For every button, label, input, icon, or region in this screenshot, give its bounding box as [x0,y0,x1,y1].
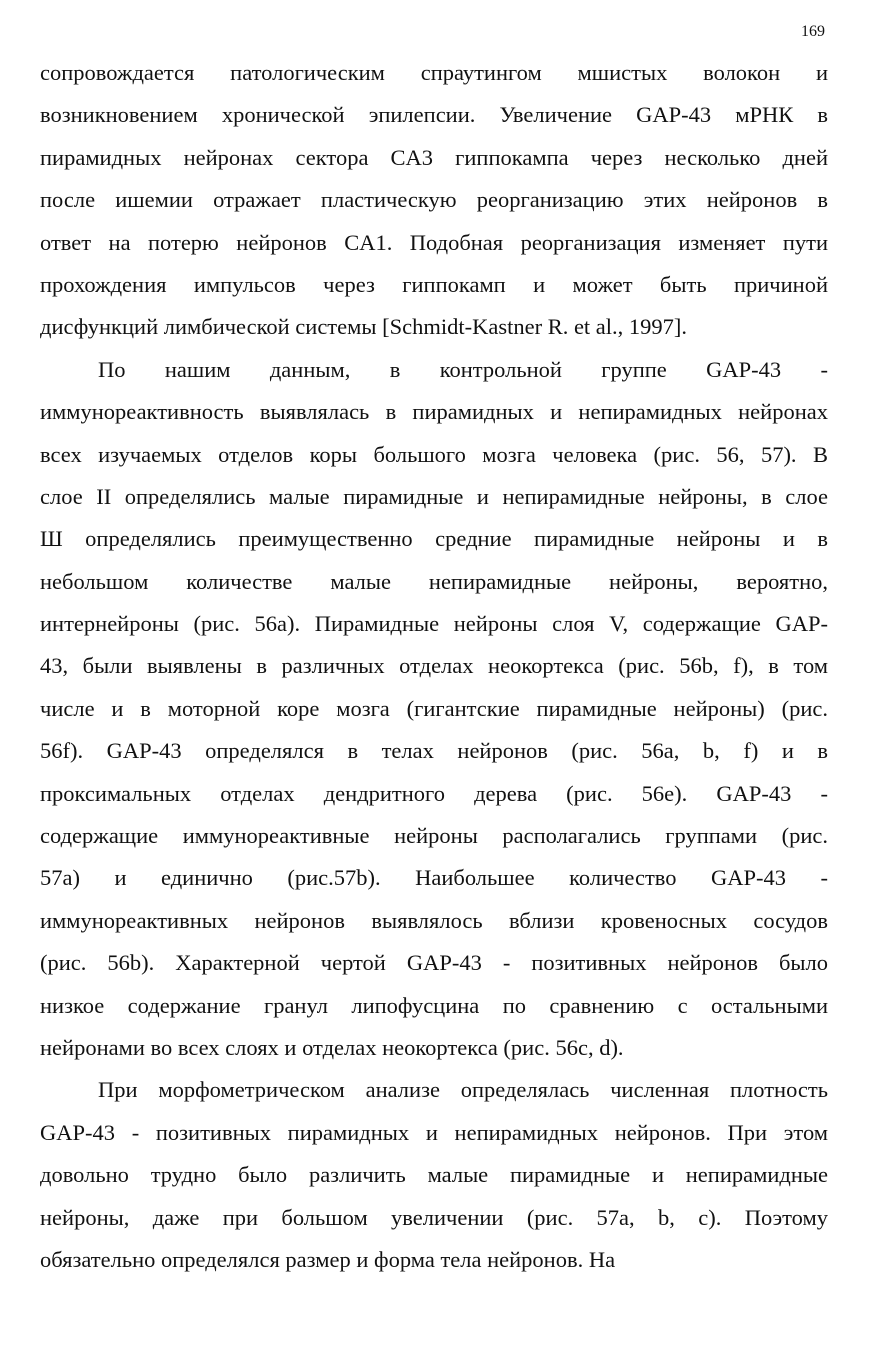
text-line: числе и в моторной коре мозга (гигантские пирамидные нейроны) (рис. [40,695,828,721]
text-line: всех изучаемых отделов коры большого мозга человека (рис. 56, 57). В [40,441,828,467]
text-line: Ш определялись преимущественно средние пирамидные нейроны и в [40,526,828,552]
document-body [40,52,828,1281]
text-line: слое II определялись малые пирамидные и непирамидные нейроны, в слое [40,483,828,509]
text-line: обязательно определялся размер и форма тела нейронов. На [40,1246,616,1272]
text-line: пирамидных нейронах сектора CA3 гиппокампа через несколько дней [40,144,828,170]
text-line: интернейроны (рис. 56а). Пирамидные нейроны слоя V, содержащие GAP- [40,611,828,637]
text-line: дисфункций лимбической системы [Schmidt-Kastner R. et al., 1997]. [40,314,688,340]
text-line: нейроны, даже при большом увеличении (рис. 57а, b, с). Поэтому [40,1204,828,1230]
text-line: GAP-43 - позитивных пирамидных и непирамидных нейронов. При этом [40,1119,828,1145]
text-line: прохождения импульсов через гиппокамп и может быть причиной [40,271,828,297]
text-line: ответ на потерю нейронов CA1. Подобная реорганизация изменяет пути [40,229,828,255]
text-line: после ишемии отражает пластическую реорганизацию этих нейронов в [40,187,828,213]
text-line: (рис. 56b). Характерной чертой GAP-43 - позитивных нейронов было [40,950,828,976]
text-line: проксимальных отделах дендритного дерева (рис. 56е). GAP-43 - [40,780,828,806]
text-line: При морфометрическом анализе определялась численная плотность [98,1077,828,1103]
text-line: сопровождается патологическим спраутингом мшистых волокон и [40,60,828,85]
text-line: довольно трудно было различить малые пирамидные и непирамидные [40,1162,828,1188]
text-line: возникновением хронической эпилепсии. Увеличение GAP-43 мРНК в [40,102,828,128]
text-line: содержащие иммунореактивные нейроны располагались группами (рис. [40,823,828,849]
page-number: 169 [801,23,825,40]
paragraph [40,1069,828,1281]
paragraph [40,52,828,349]
text-line: 43, были выявлены в различных отделах неокортекса (рис. 56b, f), в том [40,653,828,679]
text-line: 56f). GAP-43 определялся в телах нейронов (рис. 56а, b, f) и в [40,738,828,764]
text-line: 57а) и единично (рис.57b). Наибольшее количество GAP-43 - [40,865,828,891]
text-line: По нашим данным, в контрольной группе GAP-43 - [98,356,828,382]
text-line: нейронами во всех слоях и отделах неокортекса (рис. 56с, d). [40,1034,624,1060]
paragraph [40,349,828,1070]
text-line: иммунореактивность выявлялась в пирамидных и непирамидных нейронах [40,399,828,425]
text-line: иммунореактивных нейронов выявлялось вблизи кровеносных сосудов [40,907,828,933]
text-line: низкое содержание гранул липофусцина по сравнению с остальными [40,992,828,1018]
text-line: небольшом количестве малые непирамидные нейроны, вероятно, [40,568,828,594]
